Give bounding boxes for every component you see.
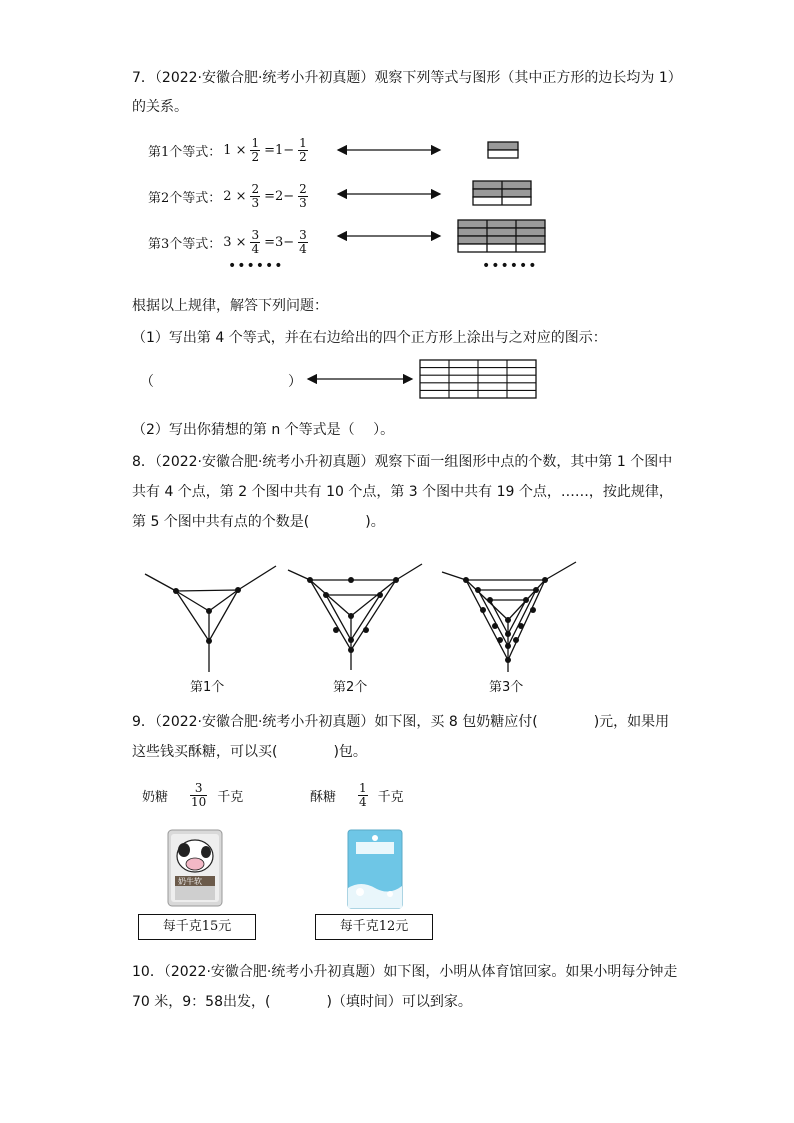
denominator: 10 bbox=[191, 795, 207, 809]
dot-figure-3 bbox=[442, 562, 576, 672]
candy1-name: 奶糖 bbox=[142, 790, 169, 805]
times-sign: × bbox=[235, 188, 247, 204]
q7-rule: 根据以上规律，解答下列问题： bbox=[132, 298, 328, 314]
fraction bbox=[298, 183, 308, 210]
q7-equation-1 bbox=[148, 133, 310, 167]
candy1-weight bbox=[190, 782, 207, 809]
numerator: 3 bbox=[251, 227, 260, 242]
equation-label: 第2个等式： bbox=[148, 190, 222, 206]
q7-sub1-diagram bbox=[304, 358, 544, 402]
candy2-label bbox=[310, 782, 404, 809]
fraction bbox=[250, 183, 260, 210]
fraction bbox=[250, 137, 260, 164]
equation-a: 3 bbox=[223, 234, 232, 250]
figure-label-1: 第1个 bbox=[190, 680, 225, 695]
q7-answer-open: （ bbox=[140, 374, 154, 390]
q10-line2: 70 米，9：58出发，( )（填时间）可以到家。 bbox=[132, 994, 472, 1010]
q7-equation-3 bbox=[148, 225, 310, 259]
candy1-label bbox=[142, 782, 243, 809]
fraction bbox=[298, 137, 308, 164]
numerator: 2 bbox=[251, 181, 260, 196]
denominator: 4 bbox=[299, 241, 307, 256]
q9-line1: 9．（2022·安徽合肥·统考小升初真题）如下图，买 8 包奶糖应付( )元，如果用 bbox=[132, 714, 670, 730]
crisp-candy-bag-image bbox=[346, 828, 404, 910]
numerator: 1 bbox=[299, 135, 307, 150]
equation-b: =2− bbox=[264, 188, 295, 204]
denominator: 2 bbox=[251, 149, 260, 164]
candy2-name: 酥糖 bbox=[310, 790, 337, 805]
q9-line2: 这些钱买酥糖，可以买( )包。 bbox=[132, 744, 367, 760]
q7-line2: 的关系。 bbox=[132, 99, 188, 115]
q7-arrows bbox=[334, 140, 446, 250]
q7-square-diagrams bbox=[455, 140, 555, 260]
numerator: 1 bbox=[359, 781, 367, 795]
denominator: 2 bbox=[299, 149, 307, 164]
figure-label-3: 第3个 bbox=[489, 680, 524, 695]
denominator: 3 bbox=[299, 195, 307, 210]
q7-line1: 7．（2022·安徽合肥·统考小升初真题）观察下列等式与图形（其中正方形的边长均为 1） bbox=[132, 70, 682, 86]
equation-b: =1− bbox=[264, 142, 295, 158]
q10-line1: 10．（2022·安徽合肥·统考小升初真题）如下图，小明从体育馆回家。如果小明每分钟走 bbox=[132, 964, 678, 980]
q7-sub1: （1）写出第 4 个等式，并在右边给出的四个正方形上涂出与之对应的图示： bbox=[132, 330, 607, 346]
square-diagram-2 bbox=[473, 181, 531, 205]
figure-label-2: 第2个 bbox=[333, 680, 368, 695]
fraction bbox=[298, 229, 308, 256]
dot-figure-1 bbox=[145, 566, 276, 672]
numerator: 2 bbox=[299, 181, 307, 196]
milk-candy-bag-image bbox=[166, 828, 224, 908]
square-diagram-1 bbox=[488, 142, 518, 158]
q8-line1: 8．（2022·安徽合肥·统考小升初真题）观察下面一组图形中点的个数，其中第 1 个图中 bbox=[132, 454, 673, 470]
q7-equation-2 bbox=[148, 179, 310, 213]
denominator: 3 bbox=[251, 195, 260, 210]
q8-line3: 第 5 个图中共有点的个数是( )。 bbox=[132, 514, 385, 530]
numerator: 3 bbox=[299, 227, 307, 242]
q7-equation-list bbox=[148, 133, 310, 259]
equation-label: 第1个等式： bbox=[148, 144, 222, 160]
denominator: 4 bbox=[251, 241, 260, 256]
candy2-weight bbox=[358, 782, 368, 809]
q7-sub2: （2）写出你猜想的第 n 个等式是（ ）。 bbox=[132, 422, 395, 438]
denominator: 4 bbox=[359, 795, 367, 809]
q8-line2: 共有 4 个点，第 2 个图中共有 10 个点，第 3 个图中共有 19 个点，……，按此规律， bbox=[132, 484, 673, 500]
equation-b: =3− bbox=[264, 234, 295, 250]
candy1-unit: 千克 bbox=[217, 790, 244, 805]
candy2-price-box: 每千克12元 bbox=[315, 914, 433, 940]
q7-left-ellipsis: •••••• bbox=[228, 258, 284, 274]
milk-candy-bag-text: 奶牛软 bbox=[178, 877, 202, 886]
times-sign: × bbox=[235, 142, 247, 158]
equation-a: 1 bbox=[223, 142, 232, 158]
candy1-price-box: 每千克15元 bbox=[138, 914, 256, 940]
equation-label: 第3个等式： bbox=[148, 236, 222, 252]
q8-dot-figures bbox=[140, 560, 580, 680]
q7-answer-close: ） bbox=[288, 374, 302, 390]
times-sign: × bbox=[235, 234, 247, 250]
numerator: 1 bbox=[251, 135, 260, 150]
numerator: 3 bbox=[190, 782, 207, 796]
fraction bbox=[250, 229, 260, 256]
equation-a: 2 bbox=[223, 188, 232, 204]
square-diagram-3 bbox=[458, 220, 545, 252]
candy2-unit: 千克 bbox=[377, 790, 404, 805]
q7-right-ellipsis: •••••• bbox=[482, 258, 538, 274]
square-diagram-4-blank bbox=[420, 360, 536, 398]
